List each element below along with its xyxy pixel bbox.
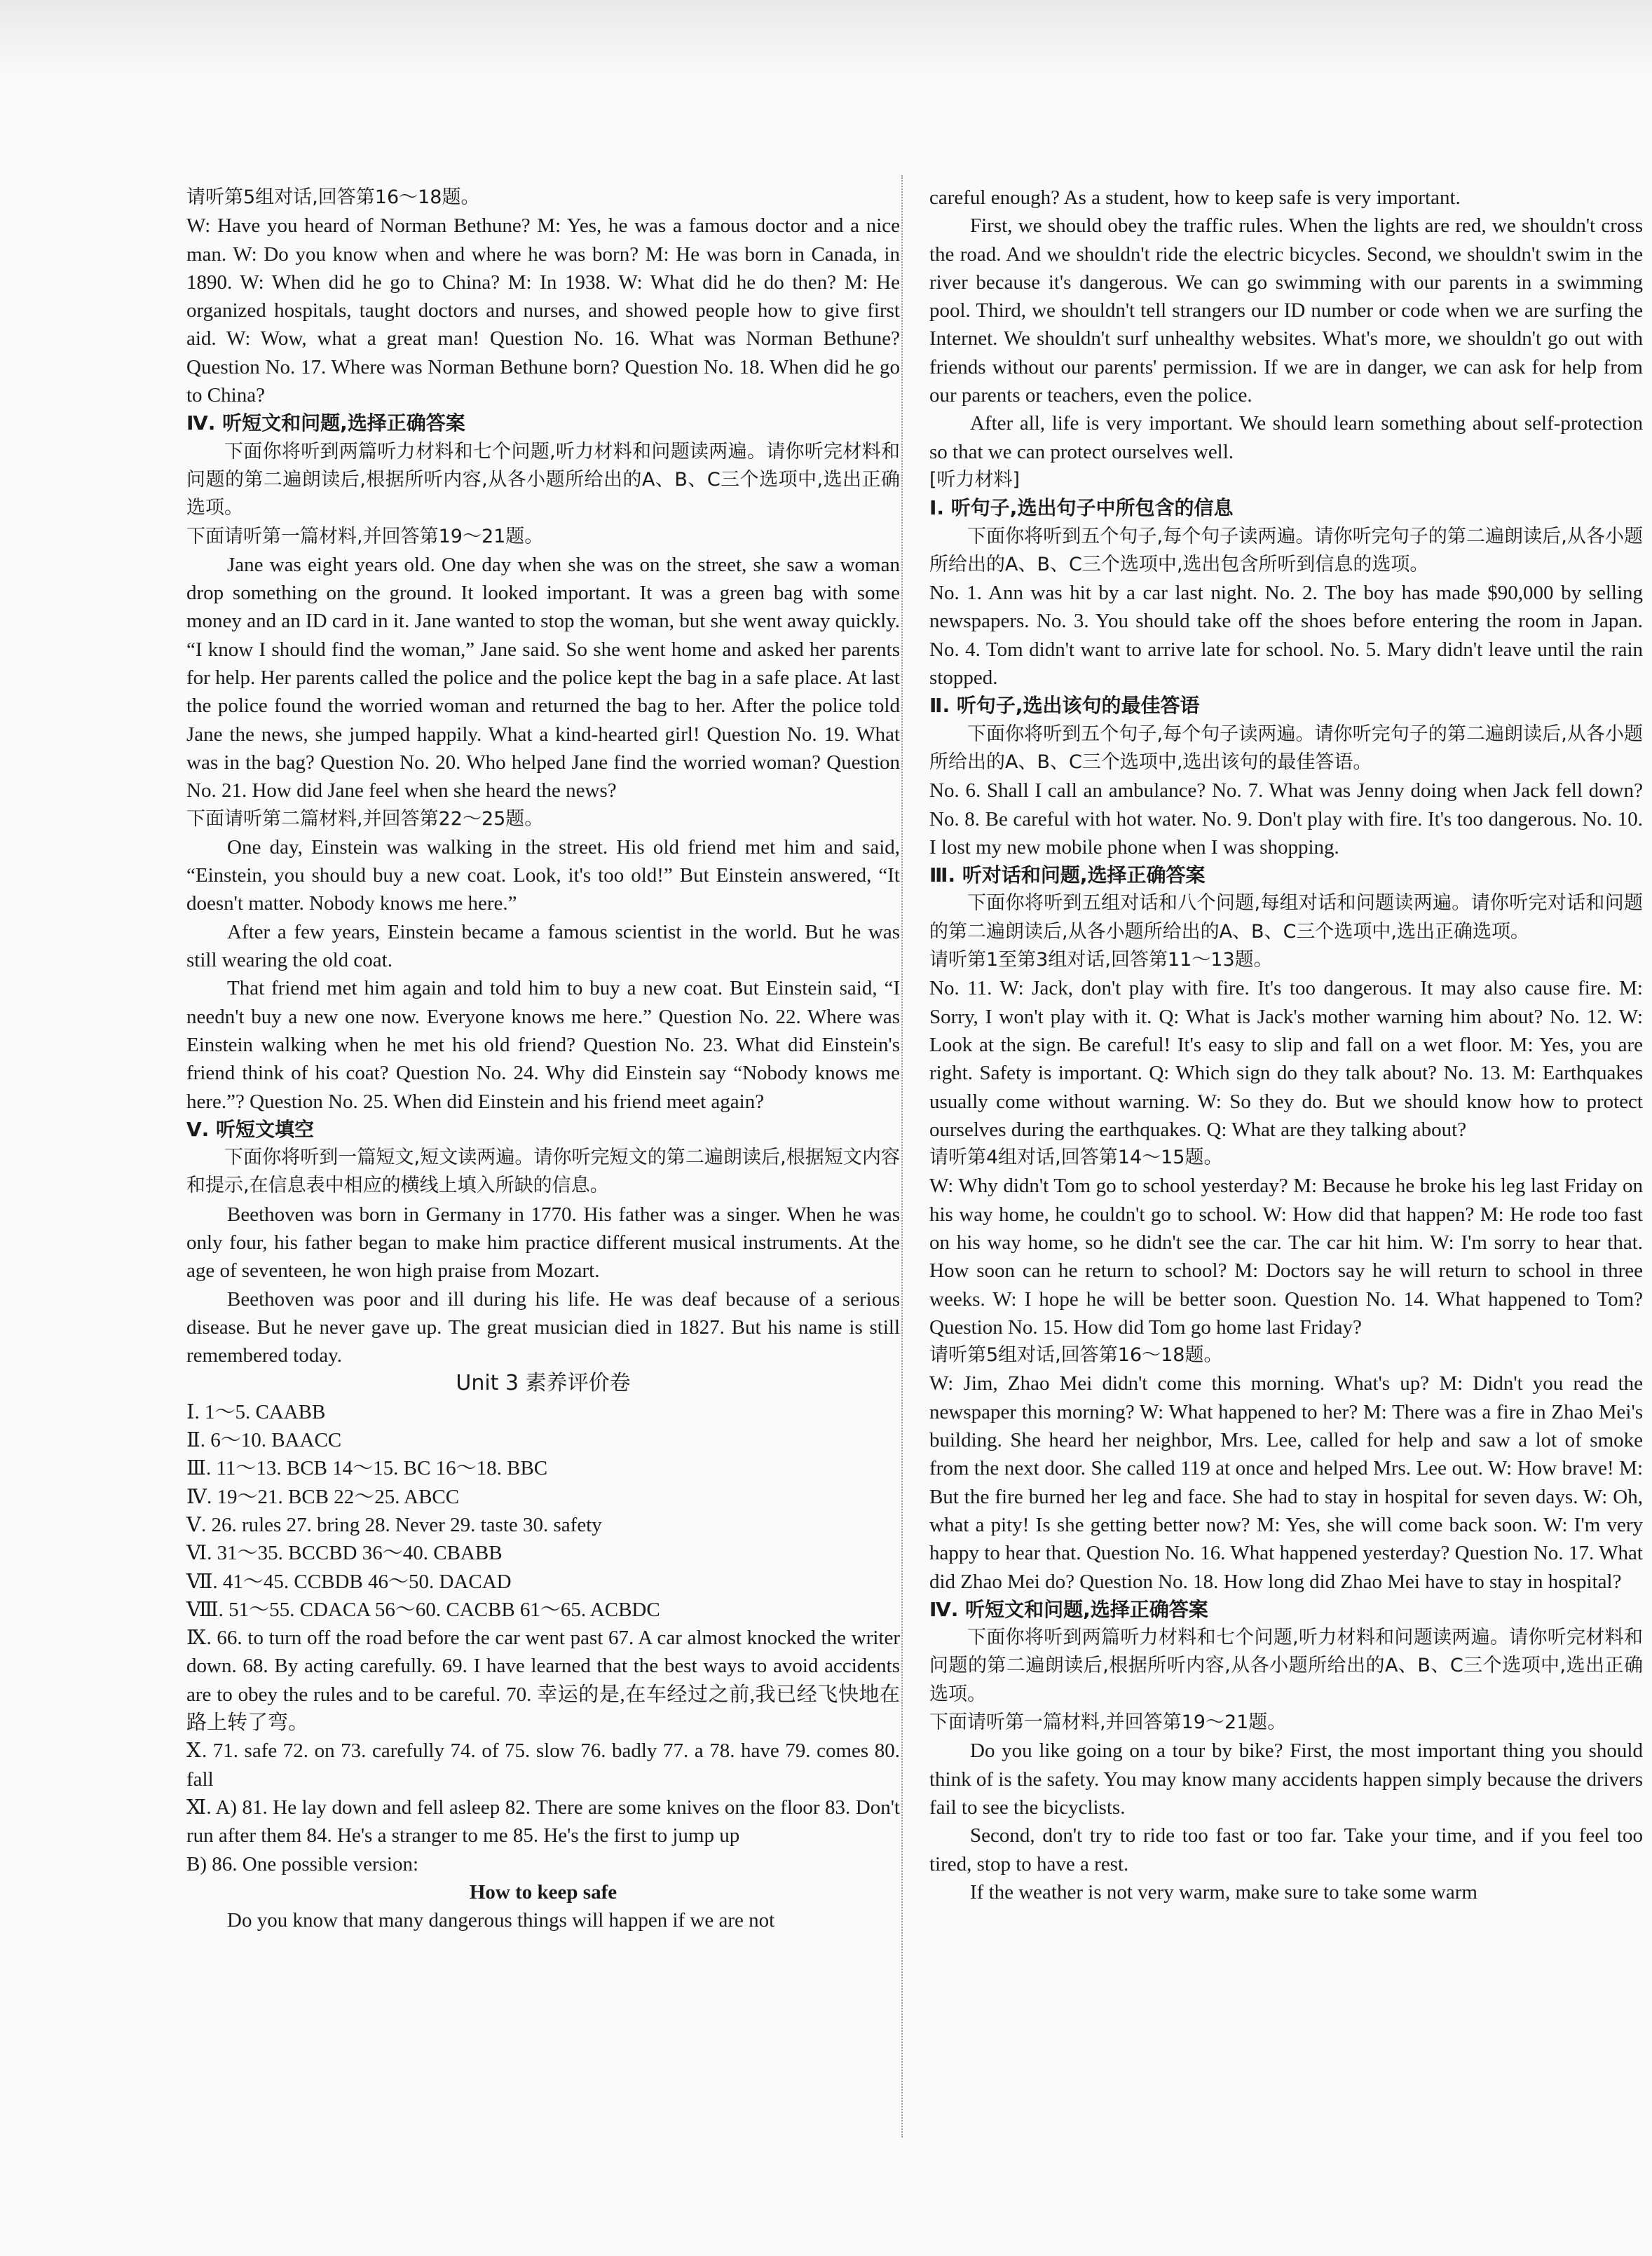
right-paragraph: W: Jim, Zhao Mei didn't come this morning. What's up? M: Didn't you read the newspaper this morning? W: What happened to her? M: There was a fire in Zhao Mei's building. She heard her neighbor, Mrs. Lee, called for help and saw a lot of smoke from the next door. She called 119 at once and helped Mrs. Lee out. W: How brave! M: But the fire burned her leg and face. She had to stay in hospital for seven days. W: Oh, what a pity! Is she getting better now? M: Yes, she will come back soon. W: I'm very happy to hear that. Question No. 16. What happened yesterday? Question No. 17. What did Zhao Mei do? Question No. 18. How long did Zhao Mei have to stay in hospital? [929, 1372, 1643, 1593]
left-paragraph: 下面请听第一篇材料,并回答第19～21题。 [186, 525, 544, 547]
left-paragraph: That friend met him again and told him to buy a new coat. But Einstein said, “I needn't buy a new one now. Everyone knows me here.” Question No. 22. Where was Einstein walking when he met his old friend? Question No. 23. What did Einstein's friend think of his coat? Question No. 24. Why did Einstein say “Nobody knows me here.”? Question No. 25. When did Einstein and his friend meet again? [186, 977, 900, 1113]
left-paragraph: Ⅹ. 71. safe 72. on 73. carefully 74. of 75. slow 76. badly 77. a 78. have 79. comes 80. fall [186, 1739, 900, 1791]
left-paragraph: Ⅳ. 19～21. BCB 22～25. ABCC [186, 1485, 460, 1508]
right-column [929, 184, 1643, 1906]
left-paragraph: W: Have you heard of Norman Bethune? M: Yes, he was a famous doctor and a nice man. W: Do you know when and where he was born? M: He was born in Canada, in 1890. W: When did he go to China? M: In 1938. W: What did he do then? M: He organized hospitals, taught doctors and nurses, and showed people how to give first aid. W: Wow, what a great man! Question No. 16. What was Norman Bethune? Question No. 17. Where was Norman Bethune born? Question No. 18. When did he go to China? [186, 214, 900, 407]
left-paragraph: Ⅸ. 66. to turn off the road before the car went past 67. A car almost knocked the writer down. 68. By acting carefully. 69. I have learned that the best ways to avoid accidents are to obey the rules and to be careful. 70. 幸运的是,在车经过之前,我已经飞快地在路上转了弯。 [186, 1627, 900, 1735]
left-column [186, 184, 900, 1934]
right-paragraph: First, we should obey the traffic rules. When the lights are red, we shouldn't cross the road. And we shouldn't ride the electric bicycles. Second, we shouldn't swim in the river because it's dangerous. We can go swimming with our parents in a swimming pool. Third, we shouldn't tell strangers our ID number or code when we are surfing the Internet. We shouldn't surf unhealthy websites. What's more, we shouldn't go out with friends without our parents' permission. If we are in danger, we can ask for help from our parents or teachers, even the police. [929, 214, 1643, 407]
left-paragraph: Ⅲ. 11～13. BCB 14～15. BC 16～18. BBC [186, 1457, 548, 1480]
left-paragraph: Ⅴ. 26. rules 27. bring 28. Never 29. taste 30. safety [186, 1513, 602, 1536]
right-paragraph: If the weather is not very warm, make sure to take some warm [970, 1880, 1477, 1903]
left-paragraph: 下面请听第二篇材料,并回答第22～25题。 [186, 807, 544, 830]
right-paragraph: 请听第1至第3组对话,回答第11～13题。 [929, 949, 1273, 971]
right-paragraph: No. 1. Ann was hit by a car last night. No. 2. The boy has made $90,000 by selling newspapers. No. 3. You should take off the shoes before entering the room in Japan. No. 4. Tom didn't want to arrive late for school. No. 5. Mary didn't leave until the rain stopped. [929, 582, 1643, 690]
left-paragraph: 请听第5组对话,回答第16～18题。 [186, 186, 480, 208]
left-paragraph: Beethoven was born in Germany in 1770. His father was a singer. When he was only four, his father began to make him practice different musical instruments. At the age of seventeen, he won high praise from Mozart. [186, 1203, 900, 1283]
left-paragraph: Ⅺ. A) 81. He lay down and fell asleep 82. There are some knives on the floor 83. Don't run after them 84. He's a stranger to me 85. He's the first to jump up [186, 1796, 900, 1847]
right-paragraph: 下面你将听到五个句子,每个句子读两遍。请你听完句子的第二遍朗读后,从各小题所给出的A、B、C三个选项中,选出包含所听到信息的选项。 [929, 525, 1643, 575]
left-paragraph: Ⅳ. 听短文和问题,选择正确答案 [186, 411, 465, 435]
left-paragraph: Beethoven was poor and ill during his life. He was deaf because of a serious disease. But he never gave up. The great musician died in 1827. But his name is still remembered today. [186, 1287, 900, 1367]
left-paragraph: One day, Einstein was walking in the street. His old friend met him and said, “Einstein, you should buy a new coat. Look, it's too old!” But Einstein answered, “It doesn't matter. Nobody knows me here.” [186, 835, 900, 915]
right-paragraph: 下面你将听到五个句子,每个句子读两遍。请你听完句子的第二遍朗读后,从各小题所给出的A、B、C三个选项中,选出该句的最佳答语。 [929, 723, 1643, 773]
right-paragraph: careful enough? As a student, how to keep safe is very important. [929, 186, 1461, 209]
left-paragraph: Jane was eight years old. One day when she was on the street, she saw a woman drop something on the ground. It looked important. It was a green bag with some money and an ID card in it. Jane wanted to stop the woman, but she went away quickly. “I know I should find the woman,” Jane said. So she went home and asked her parents for help. Her parents called the police and the police kept the bag in a safe place. At last the police found the worried woman and returned the bag to her. After the police told Jane the news, she jumped happily. What a kind-hearted girl! Question No. 19. What was in the bag? Question No. 20. Who helped Jane find the worried woman? Question No. 21. How did Jane feel when she heard the news? [186, 553, 900, 802]
left-paragraph: Ⅰ. 1～5. CAABB [186, 1400, 326, 1423]
right-paragraph: 下面你将听到五组对话和八个问题,每组对话和问题读两遍。请你听完对话和问题的第二遍朗读后,从各小题所给出的A、B、C三个选项中,选出正确选项。 [929, 892, 1643, 943]
right-paragraph: Do you like going on a tour by bike? First, the most important thing you should think of is the safety. You may know many accidents happen simply because the drivers fail to see the bicyclists. [929, 1739, 1643, 1819]
left-paragraph: B) 86. One possible version: [186, 1852, 419, 1875]
left-paragraph: Ⅱ. 6～10. BAACC [186, 1429, 342, 1452]
right-paragraph: Ⅰ. 听句子,选出句子中所包含的信息 [929, 496, 1234, 520]
left-paragraph: Ⅴ. 听短文填空 [186, 1117, 315, 1141]
left-paragraph: 下面你将听到一篇短文,短文读两遍。请你听完短文的第二遍朗读后,根据短文内容和提示,在信息表中相应的横线上填入所缺的信息。 [186, 1147, 900, 1197]
right-paragraph: 请听第4组对话,回答第14～15题。 [929, 1147, 1223, 1169]
left-paragraph: Do you know that many dangerous things will happen if we are not [227, 1909, 775, 1932]
right-paragraph: After all, life is very important. We should learn something about self-protection so that we can protect ourselves well. [929, 412, 1643, 463]
right-paragraph: [听力材料] [929, 468, 1020, 491]
left-paragraph: After a few years, Einstein became a famous scientist in the world. But he was still wearing the old coat. [186, 920, 900, 972]
left-paragraph: Ⅷ. 51～55. CDACA 56～60. CACBB 61～65. ACBDC [186, 1598, 660, 1621]
right-paragraph: Ⅱ. 听句子,选出该句的最佳答语 [929, 694, 1200, 718]
column-divider [901, 175, 903, 2138]
page-top-shade [0, 0, 1652, 77]
right-paragraph: Second, don't try to ride too fast or too far. Take your time, and if you feel too tired, stop to have a rest. [929, 1824, 1643, 1875]
right-paragraph: No. 11. W: Jack, don't play with fire. It's too dangerous. It may also cause fire. M: Sorry, I won't play with it. Q: What is Jack's mother warning him about? No. 12. W: Look at the sign. Be careful! It's easy to slip and fall on a wet floor. M: Yes, you are right. Safety is important. Q: Which sign do they talk about? No. 13. M: Earthquakes usually come without warning. W: So they do. But we should know how to protect ourselves during the earthquakes. Q: What are they talking about? [929, 977, 1643, 1141]
left-paragraph: Ⅵ. 31～35. BCCBD 36～40. CBABB [186, 1542, 503, 1565]
right-paragraph: Ⅳ. 听短文和问题,选择正确答案 [929, 1597, 1208, 1621]
right-paragraph: W: Why didn't Tom go to school yesterday? M: Because he broke his leg last Friday on his way home, he couldn't go to school. W: How did that happen? M: He rode too fast on his way home, so he didn't see the car. The car hit him. W: I'm sorry to hear that. How soon can he return to school? M: Doctors say he will return to school in three weeks. W: I hope he will be better soon. Question No. 14. What happened to Tom? Question No. 15. How did Tom go home last Friday? [929, 1175, 1643, 1339]
right-paragraph: 下面你将听到两篇听力材料和七个问题,听力材料和问题读两遍。请你听完材料和问题的第二遍朗读后,根据所听内容,从各小题所给出的A、B、C三个选项中,选出正确选项。 [929, 1627, 1643, 1705]
left-paragraph: Unit 3 素养评价卷 [456, 1371, 631, 1396]
right-paragraph: Ⅲ. 听对话和问题,选择正确答案 [929, 863, 1206, 887]
right-paragraph: 请听第5组对话,回答第16～18题。 [929, 1344, 1223, 1367]
right-paragraph: 下面请听第一篇材料,并回答第19～21题。 [929, 1711, 1287, 1734]
right-paragraph: No. 6. Shall I call an ambulance? No. 7. What was Jenny doing when Jack fell down? No. 8. Be careful with hot water. No. 9. Don't play with fire. It's too dangerous. No. 10. I lost my new mobile phone when I was shopping. [929, 779, 1643, 859]
left-paragraph: Ⅶ. 41～45. CCBDB 46～50. DACAD [186, 1570, 512, 1593]
left-paragraph: 下面你将听到两篇听力材料和七个问题,听力材料和问题读两遍。请你听完材料和问题的第二遍朗读后,根据所听内容,从各小题所给出的A、B、C三个选项中,选出正确选项。 [186, 440, 900, 519]
left-paragraph: How to keep safe [469, 1880, 617, 1903]
